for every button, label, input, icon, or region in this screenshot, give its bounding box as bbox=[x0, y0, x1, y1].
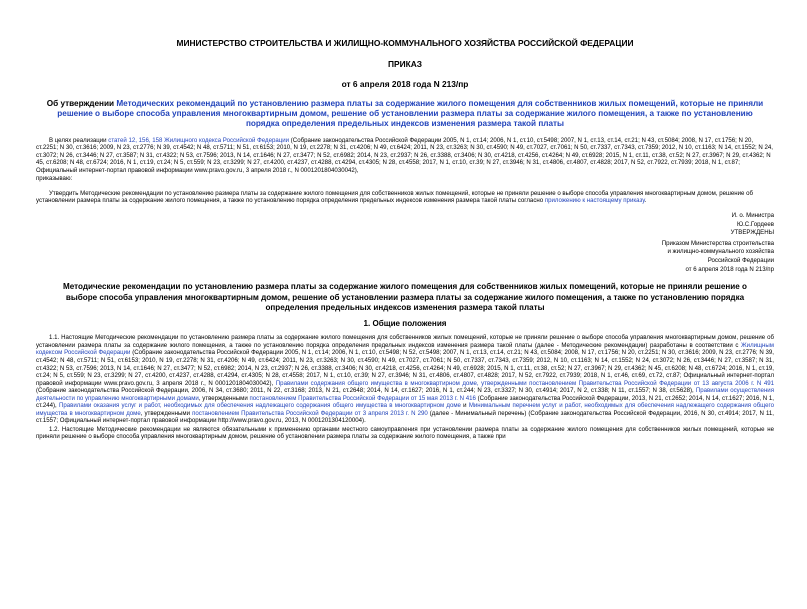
resolution-416-link[interactable]: постановлением Правительства Российской Федерации от 15 мая 2013 г. N 416 bbox=[249, 394, 476, 402]
approval-line-3: и жилищно-коммунального хозяйства bbox=[667, 248, 774, 256]
doc-date-number: от 6 апреля 2018 года N 213/пр bbox=[341, 79, 469, 89]
approval-line-1: УТВЕРЖДЕНЫ bbox=[730, 229, 774, 237]
document-page bbox=[0, 38, 807, 609]
p1-text-b: (Собрание законодательства Российской Федерации 2005, N 1, ст.14; 2006, N 1, ст.10, ст.5498; N 52, ст.5498; 2007, N 1, ст.13, ст.14, ст.21; N 43, ст.5084; 2008, N 17, ст.1756; N 20, ст.2251; N 30, ст.3616; 2009, N 23, ст.2776; N 39, ст.4542; N 48, ст.5711; N 51, ст.6153; 2010, N 19, ст.2278; N 31, ст.4206; N 49, ст.6424; 2011, N 23, ст.3263; N 30, ст.4590; N 49, ст.7027, ст.7061; N 50, ст.7337, ст.7343, ст.7359; 2012, N 10, ст.1163; N 14, ст.1552; N 24, ст.3072; N 26, ст.3446; N 27, ст.3587; N 31, ст.4322; N 53, ст.7596; 2013, N 14, ст.1646; N 27, ст.3477; N 52, ст.6982; 2014, N 23, ст.2937; N 26, ст.3388, ст.3406; N 30, ст.4218, ст.4256, ст.4264; N 49, ст.6928; 2015, N 1, ст.11, ст.38, ст.52; N 27, ст.3967; N 29, ст.4362; N 45, ст.6208; N 48, ст.6724; 2016, N 1, ст.19, ст.24; N 5, ст.559; N 23, ст.3299; N 27, ст.4200, ст.4237, ст.4288, ст.4294, ст.4305; N 28, ст.4558; 2017, N 1, ст.10, ст.39; N 27, ст.3946; N 31, ст.4806, ст.4807, ст.4828; 2017, N 52, ст.7922, ст.7939; 2018, N 1, ст.46, ст.69, ст.72, ст.87; Официальный интернет-портал правовой информации www.pravo.gov.ru, 3 апреля 2018 г., N 0001201804030042), bbox=[36, 349, 774, 387]
p1-text-h: (далее - Минимальный перечень) (Собрание законодательства Российской Федерации, 2016, N 30, ст.4914; 2017, N 11, ст.1557; Официальный интернет-портал правовой информации http://www.pravo.gov.ru, 2013, N 0001201304120004). bbox=[36, 409, 774, 425]
rules-491-link[interactable]: Правилами содержания общего имущества в многоквартирном доме, утвержденными постановлением Правительства Российской Федерации от 13 августа 2006 г. N 491 bbox=[275, 379, 774, 387]
p1-text-a: 1.1. Настоящие Методические рекомендации по установлению размера платы за содержание жилого помещения для собственников жилых помещений, которые не приняли решение о выборе способа управления многоквартирным домом, решение об установлении размера платы за содержание жилого помещения, а также по установлению порядка определения предельных индексов изменения размера такой платы (далее - Методические рекомендации) разработаны в соответствии с bbox=[36, 334, 774, 349]
minimal-list-link[interactable]: Минимальным перечнем услуг и работ, необходимых для обеспечения надлежащего содержания общего имущества в многоквартирном доме bbox=[36, 402, 774, 417]
approval-line-5: от 6 апреля 2018 года N 213/пр bbox=[685, 265, 774, 273]
p1-text-f: и bbox=[460, 402, 469, 410]
resolution-290-link[interactable]: постановлением Правительства Российской Федерации от 3 апреля 2013 г. N 290 bbox=[192, 409, 428, 417]
approve-text: Утвердить Методические рекомендации по установлению размера платы за содержание жилого помещения для собственников жилых помещений, которые не приняли решение о выборе способа управления многоквартирным домом, решение об установлении размера платы за содержание жилого помещения, а также по установлению порядка определения предельных индексов изменения размера такой платы согласно bbox=[36, 189, 753, 205]
management-rules-link[interactable]: Правилами осуществления деятельности по управлению многоквартирными домами bbox=[36, 387, 775, 402]
order-word: приказываю: bbox=[36, 175, 73, 183]
ministry-heading: МИНИСТЕРСТВО СТРОИТЕЛЬСТВА И ЖИЛИЩНО-КОММУНАЛЬНОГО ХОЗЯЙСТВА РОССИЙСКОЙ ФЕДЕРАЦИИ bbox=[176, 38, 634, 48]
p1-text-e: (Собрание законодательства Российской Федерации, 2013, N 21, ст.2652; 2014, N 14, ст.1627; 2016, N 1, ст.244), bbox=[36, 394, 774, 410]
section-1-paragraph-2: 1.2. Настоящие Методические рекомендации не являются обязательными к применению органами местного самоуправления при установлении размера платы за содержание жилого помещения для собственников жилых помещений, которые не приняли решение о выборе способа управления многоквартирным домом, решение об установлении размера платы за содержание жилого помещения, а также при bbox=[36, 425, 774, 441]
services-rules-link[interactable]: Правилами оказания услуг и работ, необходимых для обеспечения надлежащего содержания общего имущества в многоквартирном доме bbox=[58, 402, 461, 410]
approval-line-4: Российской Федерации bbox=[707, 256, 774, 264]
p1-text-c: (Собрание законодательства Российской Федерации, 2006, N 34, ст.3680; 2011, N 22, ст.3168; 2013, N 21, ст.2648; 2014, N 14, ст.1627; 2016, N 1, ст.244; N 23, ст.3327; N 30, ст.4914; 2017, N 2, ст.338; N 11, ст.1557; N 38, ст.5628), bbox=[36, 387, 696, 395]
order-title-link[interactable]: Методических рекомендаций по установлению размера платы за содержание жилого помещения для собственников жилых помещений, которые не приняли решение о выборе способа управления многоквартирным домом, решение об установлении размера платы за содержание жилого помещения, а также по установлению порядка определения предельных индексов изменения размера такой платы bbox=[57, 99, 764, 129]
approve-end: . bbox=[644, 197, 647, 205]
order-title-prefix: Об утверждении bbox=[46, 99, 117, 108]
p1-text-d: , утвержденными bbox=[198, 394, 250, 402]
housing-code-articles-link[interactable]: статей 12, 156, 158 Жилищного кодекса Российской Федерации bbox=[108, 136, 290, 144]
approval-line-2: Приказом Министерства строительства bbox=[661, 239, 774, 247]
section-1-heading: 1. Общие положения bbox=[363, 319, 447, 329]
appendix-link[interactable]: приложению к настоящему приказу bbox=[544, 197, 645, 205]
signature-position: И. о. Министра bbox=[731, 211, 774, 219]
preamble-intro: В целях реализации bbox=[49, 136, 109, 144]
preamble-paragraph bbox=[36, 137, 774, 175]
preamble-text: (Собрание законодательства Российской Федерации 2005, N 1, ст.14; 2006, N 1, ст.10, ст.5498; 2007, N 1, ст.13, ст.14, ст.21; N 43, ст.5084; 2008, N 17, ст.1756; N 20, ст.2251; N 30, ст.3616; 2009, N 23, ст.2776; N 39, ст.4542; N 48, ст.5711; N 51, ст.6153; 2010, N 19, ст.2278; N 31, ст.4206; N 49, ст.6424; 2011, N 23, ст.3263; N 30, ст.4590; N 49, ст.7027, ст.7061; N 50, ст.7337, ст.7343, ст.7359; 2012, N 10, ст.1163; N 14, ст.1552; N 24, ст.3072; N 26, ст.3446; N 27, ст.3587; N 31, ст.4322; N 53, ст.7596; 2013, N 14, ст.1646; N 27, ст.3477; N 52, ст.6982; 2014, N 23, ст.2937; N 26, ст.3388, ст.3406; N 30, ст.4218, ст.4256, ст.4264; N 49, ст.6928; 2015, N 1, ст.11, ст.38, ст.52; N 27, ст.3967; N 29, ст.4362; N 45, ст.6208; N 48, ст.6724; 2016, N 1, ст.19, ст.24; N 5, ст.559; N 23, ст.3299; N 27, ст.4200, ст.4237, ст.4288, ст.4294, ст.4305; N 28, ст.4558; 2017, N 1, ст.10, ст.39; N 27, ст.3946; N 31, ст.4806, ст.4807, ст.4828; 2017, N 52, ст.7922, ст.7939; 2018, N 1, ст.87; Официальный интернет-портал правовой информации www.pravo.gov.ru, 3 апреля 2018 г., N 0001201804030042), bbox=[36, 136, 773, 174]
order-title bbox=[40, 99, 770, 130]
housing-code-link[interactable]: Жилищным кодексом Российской Федерации bbox=[36, 341, 774, 357]
recommendations-title: Методические рекомендации по установлению размера платы за содержание жилого помещения для собственников жилых помещений, которые не приняли решение о выборе способа управления многоквартирным домом, решение об установлении размера платы за содержание жилого помещения, а также по установлению порядка определения предельных индексов изменения размера такой платы bbox=[63, 282, 747, 312]
section-1-paragraph-1 bbox=[36, 334, 774, 425]
doc-type-heading: ПРИКАЗ bbox=[387, 59, 423, 69]
signature-name: Ю.С.Гордеев bbox=[736, 220, 774, 228]
approve-paragraph bbox=[36, 190, 774, 205]
p1-text-g: , утвержденными bbox=[140, 409, 193, 417]
